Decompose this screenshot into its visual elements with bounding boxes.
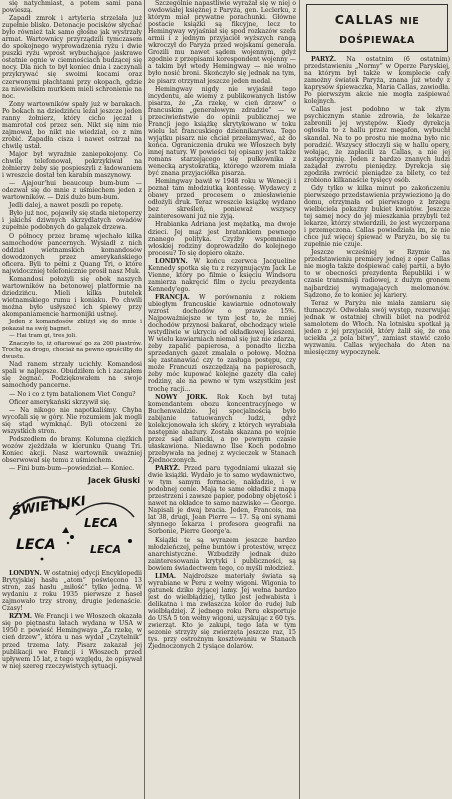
article-paragraph: Major był wyraźnie zaniepokojony. Co chwilę telefonował, pokrzykiwał na żołnierzy żeby się pospieszyli z ładowaniem i wreszcie dostał ten karabin maszynowy. (2, 150, 142, 180)
article-paragraph: O północy przez bramę wjechało kilka samochodów pancernych. Wysiadł z nich oddział wietnamskich komandosów dowodzonych przez amerykańskiego oficera. Byli to pełni z Quang Tri, o które najwidoczniej telefonicznie prosił nasz Muk. (2, 232, 142, 275)
dateline: NOWY JORK. (155, 393, 208, 401)
news-text: Najdroższe materiały świata są wyrabiane w Peru z wełny wigoni. Wigonia to gatunek dziko żyjącej lamy. Jej wełna bardzo jest do wielbłądziej, tylko jest jedwabista i delikatna i ma zwłaszcza kolor do rudej lub wielbłądziej. Z jednego roku Peru eksportuje do USA 5 ton wełny wigoni, uzyskując z 60 tys. zwierząt. Kto je zakupi, tego lata w tym sezonie strzyży się zwierzęta jeszcze raz, 15 tys. przy ostrożnym kosztowaniu w Stanach Zjednoczonych 2 tysiące dolarów. (148, 572, 296, 651)
article-paragraph: Nad ranem strzały ucichły. Komandosi spali w najlepsze. Obudziłem ich i zacząłem się żegnać. Podziękowałem na swoje samochody pancerne. (2, 361, 142, 390)
news-text: We Francji i we Włoszech okazała się po piętnastu latach wydana w USA w 1950 r. powieść Hemingwaya „Za rzekę, w cień drzew”, która u nas wydał „Czytelnik” przed trzema laty. Pisarz zakazał jej publikacji we Francji i Włoszech przed upływem 15 lat, z tego względu, że opisywał w niej szereg rzeczywistych sytuacji. (2, 613, 142, 670)
dateline: LONDYN. (155, 257, 188, 265)
news-item (148, 465, 296, 535)
news-item (148, 573, 296, 651)
column-3 (304, 0, 450, 400)
logo-word-3: LECA (16, 537, 56, 554)
author-signature: Jacek Głuski (88, 476, 140, 486)
news-item (304, 185, 450, 248)
logo-word-4: LECA (90, 543, 122, 557)
article-paragraph: — Na nikogo nie napotkaliśmy. Chyba wycofali się w góry. Nie rozumiem jak mogli się stąd wymknąć. Byli otoczeni ze wszystkich stron. (2, 406, 142, 435)
news-text: Hemingway bawił w 1948 roku w Wenecji i poznał tam młodziutką kontessę. Wydawcy z obawy przed procesem o zniesławienie odłożyli druk. Teraz wreszcie książkę wydano bez skreśleń, ponieważ wszyscy zainteresowani już nie żyją. (148, 178, 296, 221)
article-paragraph: Jedli dalej, a nawet poszli po repetę. (9, 202, 123, 210)
dateline: PARYŻ. (155, 465, 181, 473)
news-text: Gdy tylko w kilka minut po zakończeniu pierwszego przedstawienia przywieziono ją do domu, otrzymała od pierwszego z brzegu wielbiciela pokaźny bukiet kwiatów. Jeszcze tej samej nocy do jej mieszkania przybyli też lekarze, którzy stwierdzili, że jest wyczerpana i przemęczona. Callas powiedziała im, że nie chce już więcej śpiewać w Paryżu, bo się tu zupełnie nie czuje. (304, 184, 450, 249)
headline-callas: CALLAS (334, 12, 395, 27)
article-paragraph: — Hai tram gi, tres joli. (9, 333, 77, 340)
article-paragraph: Było już noc, pojawiły się stada nietoperzy i jakichś dziwnych skrzydlatych owadów zupełnie podobnych do galązek drzewa. (2, 210, 142, 232)
news-text: Książki te są wyrazem jeszcze bardzo młodzieńczej, pełne buntów i protestów, wręcz anarchistyczne. Wzbudziły jednak dużo zainteresowania krytyki i publiczności, są bowiem świadectwem tego, co myśli młodzież. (148, 536, 296, 572)
article-paragraph: Jeden z komandosów zbliżył się do mnie i pokazał na swój bagnet. (2, 319, 142, 332)
news-item (148, 86, 296, 178)
news-text: W porównaniu z rokiem ubiegłym francuskie kawiarnie odnotowały wzrost dochodów o prawie 15%. Najpoważniejsze w tym jest to, że mniej dochodów przynosi bakarat, obchodzący wiele wstydliwie w ukryciu od okładkowej kieszeni. W wielu kawiarniach niemal się już nie zdarza, żeby zapalić papierosa, a ponadto liczba sprzedanych gazet zmalała o połowę. Można się zastanawiać czy to zasługa postępu, czy może Francuzi oszczędzają na papierosach, żeby móc kupować kolejne gazety dla całej rodziny, ale na pewno w tym wszystkim jest trochę racji... (148, 293, 296, 393)
news-item (304, 56, 450, 105)
article-paragraph: Komandosi położyli się obok naszych wartowników na betonowej platformie na dziedzińcu. Mieli kilka butelek wietnamskiego rumu i koniaku. Po chwili można było usłyszeć ich śpiewy przy akompaniamencie harmonijki ustnej. (2, 275, 142, 319)
news-text: Przed paru tygodniami ukazał się dwie książki. Wydało je to samo wydawnictwo, w tym samym formacie, nakładzie, i w podobnej cenie. Mają te same okładki z mapą przestrzeni i zawsze papier, podobny objętość i nawet na okładce to samo nazwisko — George. Napisali je dwaj bracia. Jeden, Francois, ma lat 38, drugi, Jean Pierre — 17. Są oni synami słynnego lekarza i profesora geografii na Sorbonie, Pierre George'a. (148, 465, 296, 536)
article-paragraph: — Ajajour'hui beaucoup bum-bum — odezwał się do mnie z uśmiechem jeden z wartowników. — Dziś dużo bum-bum. (2, 180, 142, 202)
news-text: Rok Koch był tutaj komendantem obozu koncentracyjnego w Buchenwaldzie. Jej specjalnością było zabijanie tatuowanych ludzi, gdyż kolekcjonowała ich skóry, z których wyrabiała następnie abażury. Została skazana po wojnie przez sąd aliancki, a po pewnym czasie ułaskawiona. Niedawno Ilse Koch podobno przebywała na jednej z wycieczek w Stanach Zjednoczonych. (148, 393, 296, 464)
news-item (304, 249, 450, 298)
article-paragraph: Znaczyło to, iż ofiarować go za 200 piastrów. Trochę za drogo, chociaż na pewno opuściłby do dwustu. (2, 340, 142, 360)
news-text: Szczególnie napastliwie wyrażał się w niej o owdowiałej księżnej z Paryża, gen. Leclerku, z którym miał prywatne porachunki. Główne postacie książki są fikcyjne, lecz to Hemingway wyjaśniał się spod rozkazów szefa armii i z jednym przyjaciół wyższych rangą wkroczył do Paryża przed wojskami generała. Grozili mu nawet sądem wojennym, gdyż zgodnie z przepisami korespondent wojenny — a takim był wtedy Hemingway — nie wolno było nosić broni. Skończyło się jednak na tym, że pisarz otrzymał jeszcze jeden medal. (148, 0, 296, 85)
news-text: Hemingway nigdy nie wyjaśnił tego incydentu, ale wiemy z publikowanych listów pisarza, że „Za rzekę, w cień drzew” o francuskim „generałowym zdradzie” — w przeciwieństwie do opinii publicznej we Francji jego książkę skrytykowano w toku wielu lat francuskiego dziennikarstwa. Tego wyjątku pisarz nie chciał przełamywać, aż do końca. Ograniczenia druku we Włoszech były innej natury. W powieści tej opisany jest także romans starzejącego się pułkownika z wenecką arystokratką, którego wzorem miała być znana przyjaciółka pisarza. (148, 85, 296, 178)
dateline: LONDYN. (9, 570, 42, 578)
news-item (304, 106, 450, 184)
article-paragraph: — No i co z tym batalionem Viet Congu? (9, 390, 136, 398)
news-item (2, 613, 142, 669)
dateline: PARYŻ. (311, 56, 337, 63)
article-paragraph: Zony wartowników spały już w barakach. Po bokach na dziedzińcu leżał jeszcze jeden ranny żołnierz, który cicho jęczał i mamrotał coś przez sen. Nikt się nim nie zajmował, bo nikt nie wiedział, co z nim zrobić. Zapadła cisza i nawet ostrzał na chwilę ustał. (2, 100, 142, 150)
article-paragraph: się natychmiast, a potem sami pana powieszą. (2, 0, 142, 15)
column-2 (148, 0, 296, 799)
article-paragraph: — Fini bum-bum—powiedział.— Koniec. (9, 465, 135, 472)
article-paragraph: Podszedłem do bramy. Kolumna ciężkich wozów zjeżdżała w kierunku Quang Tri. Koniec akcji. Nasz wartownik uważniej obserwował się temu z uśmiechem. (2, 435, 142, 464)
news-item (304, 300, 450, 356)
news-item (148, 294, 296, 393)
column-divider (144, 0, 145, 799)
news-text: Teraz w Paryżu nie miała zamiaru się tłumaczyć. Odwołała swój występ, rezerwując jednak w ostatniej chwili bilet na podróż samolotem do Włoch. Na lotnisku spotkał ją jeden z jej przyjaciół, który żalił się, że ona uciekła „z pola bitwy”, zamiast stawić czoło wyzwaniu. Callas wyjechała do Aten na miesięczny wypoczynek. (304, 299, 450, 356)
dateline: FRANCJA. (155, 293, 190, 301)
column-1 (2, 0, 142, 799)
dateline: LIMA. (155, 572, 177, 580)
logo-word-2: LECA (84, 516, 118, 531)
news-item (148, 537, 296, 572)
news-item (148, 0, 296, 85)
article-paragraph: Oficer amerykański skrzywił się. (9, 398, 111, 406)
column-divider (299, 0, 300, 799)
swietliki-leca-logo (2, 489, 142, 567)
news-text: Jeszcze wcześniej w Rzymie na przedstawieniu premiery jednej z oper Callas nie mogła także dośpiewać całej partii, a było to w obecności prezydenta Republiki i w czasie transmisji radiowej, z dużym gronem najbardziej wymagających melomanów. Sądzono, że to koniec jej kariery. (304, 249, 450, 299)
article-headline-box (306, 4, 448, 52)
news-text: W ostatniej edycji Encyklopedii Brytyjskiej hasłu „atom” poświęcono 13 stron, zaś hasłu „miłość” tylko jedną. W wydaniu z roku 1935 pierwsze z haseł zajmowało trzy strony, drugie jedenaście. Czasy! (2, 570, 142, 613)
logo-word-1: ŚWIETLIKI (11, 493, 87, 520)
news-item (148, 394, 296, 464)
news-item (148, 221, 296, 256)
dateline: RZYM. (9, 613, 33, 621)
article-paragraph: Zapadł zmrok i artyleria strzelała już zupełnie blisko. Detonacje pocisków słychać było również tak samo głośne jak wystrzały armat. Wartownicy przyrządzili tymczasem do spokojnego wyprowadzenia ryżu i dwie puszki ryżu wprost wybuchające jaskrawe ostatnie ognie w ciemnościach budzącej się nocy. Dla nich to był koniec dnia i zaczynali przykrywać się swoimi kocami oraz czerwonymi płachtami przy okopach, gdzie za niewielkim murkiem mieli schronienie na noc. (2, 15, 142, 100)
news-item (148, 258, 296, 293)
news-text: Hrabianka Adriana jest mężatką, ma dwoje dzieci. Jej mąż jest bratankiem pewnego znanego polityka. Czyżby wspomnienie włoskiej rodziny doprowadziło do kolejnego procesu? To się dopiero okaże. (148, 221, 296, 257)
news-item (148, 178, 296, 220)
headline-nie-dospiewala: NIE DOŚPIEWAŁA (339, 16, 420, 46)
news-text: Na ostatnim (6 ostatnim) przedstawieniu „Normy” w Operze Paryskiej, na którym był także w komplecie cały zamożny światek Paryża, znana już wtedy z kaprysów śpiewaczka, Maria Callas, zawiodła. Po pierwszym akcie nie mogła zaśpiewać kolejnych. (304, 56, 450, 106)
news-text: Callas jest podobno w tak złym psychicznym stanie zdrowia, że lekarze zabronili jej występów. Kiedy dyrekcja ogłosiła to z hallu przez megafon, wybuchł skandal. Na to po prostu nie można było nic poradzić. Wszyscy stłoczyli się w hallu opery, wołając, że zapłacili za Callas, a nie jej zastępczynię. Jeden z bardzo znanych ludzi zażądał zwrotu pieniędzy. Dyrekcja się zgodziła zwrócić pieniądze za bilety, co też zrobiono kilkanaście tysięcy osób. (304, 106, 450, 184)
news-text: W końcu czerwca Jacqueline Kennedy spotka się tu z rezygnującym Jack Le Vienne, który po filmie o księciu Windsoru zamierza nakręcić film o życiu prezydenta Kennedy'ego. (148, 257, 296, 293)
news-item (2, 570, 142, 612)
